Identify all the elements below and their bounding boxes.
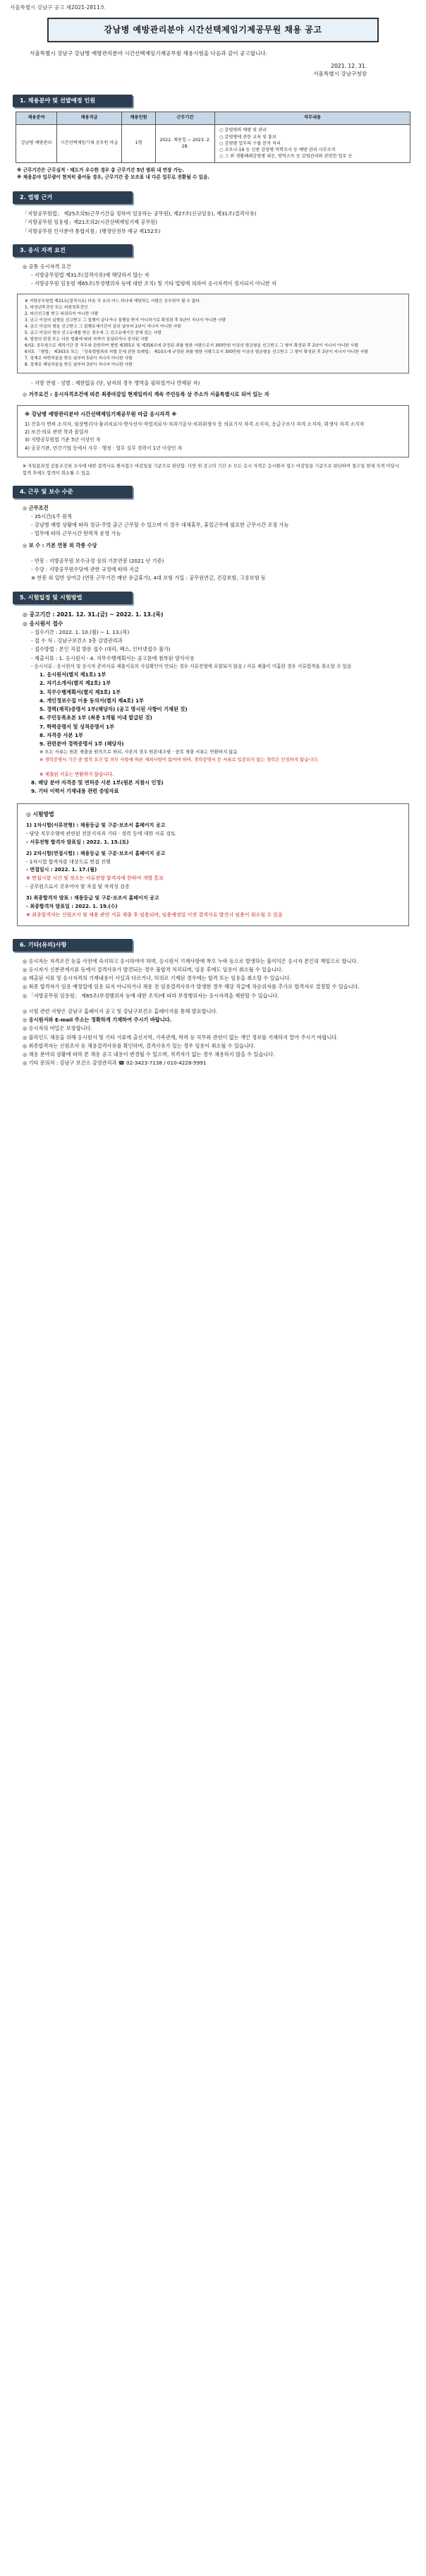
doc-item: 9. 관련분야 경력증명서 1부 (해당자) (39, 741, 124, 748)
duty-item: ○ 감염병에 관한 교육 및 홍보 (219, 134, 276, 140)
section-4-heading: 4. 근무 및 보수 수준 (13, 486, 133, 498)
pay-title: ◎ 보 수 : 기본 연봉 외 각종 수당 (23, 541, 97, 549)
work-item: - 업무에 따라 근무시간 탄력적 운영 가능 (31, 530, 121, 537)
work-item: - 강남병 예방 상황에 따라 정규·주말 출근 근무할 수 있으며 이 경우 대체휴무, 휴일근무에 필요한 근무시간 조정 가능 (31, 522, 289, 529)
doc-item: 2. 자기소개서(별지 제2호) 1부 (39, 680, 111, 687)
dis-item: 3. 금고 이상의 실형을 선고받고 그 집행이 끝나거나 집행을 받지 아니하기로 확정된 후 5년이 지나지 아니한 사람 (25, 318, 226, 323)
qual-item: - 지방공무원법 제31조(결격사유)에 해당하지 않는 자 (31, 271, 150, 278)
work-condition-title: ◎ 근무조건 (23, 504, 49, 511)
etc-item: ◎ 응시자의 비밀은 보장합니다. (23, 1025, 92, 1032)
etc-block (10, 956, 416, 1070)
docs-red-note: ※ 경력증명서 기간 중 법적 요건 및 의무 사항에 따른 제외사항이 없어야 하며, 경력증명서 등 서류로 입증되지 않는 경력은 인정하지 않습니다. (39, 757, 319, 763)
position-table (16, 112, 410, 162)
etc-item: ◎ 응시자가 신분관계서류 등에서 결격사유가 발견되는 경우 불합격 처리되며, 임용 후에도 임용이 취소될 수 있습니다. (23, 966, 284, 973)
application-note: - 응시서류 : 응시원서 및 응시자 준비서류 제출서류의 사실확인이 안되는 경우 서류전형에 포함되지 않음 / 서류 제출이 미흡한 경우 서류합격을 취소할 수 있음 (31, 663, 352, 669)
section-1-heading: 1. 채용분야 및 선발예정 인원 (13, 95, 133, 107)
contact-info: ◎ 기타 문의처 : 강남구 보건소 감염관리과 ☎ 02-3423-7138 / 010-4228-5991 (23, 1060, 207, 1067)
issuer-name: 서울특별시 강남구청장 (313, 71, 367, 78)
application-item: - 접 수 처 : 강남구보건소 3층 감염관리과 (31, 637, 123, 645)
dis-item: 4. 금고 이상의 형을 선고받고 그 집행유예기간이 끝난 날부터 2년이 지나지 아니한 사람 (25, 325, 181, 330)
count-cell: 1명 (122, 125, 156, 162)
doc-item: 7. 학력증명서 및 성적증명서 1부 (39, 723, 115, 730)
table-notes (10, 163, 416, 184)
dis-item: 6의3. 「형법」 제303조 또는 「성폭력범죄의 처벌 등에 관한 특례법」 제10조에 규정된 죄를 범한 사람으로서 300만원 이상의 벌금형을 선고받고 그 형이 확정된 후 3년이 지나지 아니한 사람 (25, 350, 368, 355)
bottom-note: 9. 기타 이력서 기재내용 관련 증빙자료 (31, 788, 119, 795)
duty-item: ○ 코로나-19 등 신종 감염병 역학조사 등 예방 관리 사무조치 (219, 148, 336, 153)
qualification-note: ※ 자일용과정 공통조건외 조사에 대한 결격사유 원서접수 마감일을 기준으로 판단함. 다만 위 공고의 기간 소 모든 응시 자격은 응시원서 접수 마감일을 기준으로 판단하며 접수일 현재 자격 미달시 합격 후에도 합격이 취소될 수 있음. (23, 463, 399, 476)
docs-note: ※ 모든 서류는 원본 제출을 원칙으로 하되, 사본의 경우 원본대조필 · 중복 제출 서류는 반환하지 않음 (39, 749, 238, 755)
application-item: - 접수기간 : 2022. 1. 10.(월) ~ 1. 13.(목) (31, 629, 130, 635)
etc-item: ◎ 블라인드 채용을 위해 응시원서 및 기타 서류에 출신지역, 가족관계, 학력 등 직무와 관련이 없는 개인 정보를 기재하지 말아 주시기 바랍니다. (23, 1034, 339, 1041)
law-item: 「지방공무원 임용령」제21조의2(시간선택제임기제 공무원) (23, 219, 158, 226)
field-cell: 강남병 예방관리 (16, 125, 57, 162)
etc-item: ◎ 채용 분야의 상황에 따라 본 채용 공고 내용이 변경될 수 있으며, 적격자가 없는 경우 채용하지 않을 수 있습니다. (23, 1050, 275, 1058)
section-6-heading: 6. 기타(유의)사항 (13, 939, 133, 952)
table-header: 채용직급 (57, 112, 122, 125)
duty-item: ○ 감염병 업무의 수립 분석 처리 (219, 140, 281, 146)
notice-page (0, 0, 426, 1083)
step-line: - 서류전형 합격자 발표일 : 2022. 1. 15.(토) (26, 839, 129, 845)
application-item: - 접수방법 : 본인 직접 방문 접수 (대리, 팩스, 인터넷접수 불가) (31, 646, 171, 653)
law-item: 「지방공무원법」 제25조의5(근무기간을 정하여 임용하는 공무원), 제27조(신규임용), 제31조(결격사유) (23, 210, 257, 217)
table-note: ※ 근무기간은 근무실적 · 태도가 우수한 경우 총 근무기간 5년 범위 내 연장 가능. (17, 167, 184, 173)
work-item: - 35시간/1주 원칙 (31, 513, 73, 520)
grade-cell: 시간선택제임기제 공무원 마급 (57, 125, 122, 162)
doc-item: 6. 주민등록초본 1부 (최종 1개월 이내 발급된 것) (39, 714, 152, 721)
dis-item: 6의2. 공무원으로 재직기간 중 직무와 관련하여 형법 제355조 및 제356조에 규정된 죄를 범한 사람으로서 300만원 이상의 벌금형을 선고받고 그 형이 확정된 후 2년이 지나지 아니한 사람 (25, 344, 358, 349)
etc-item: ◎ 최종 합격자가 임용 예정일에 임용 되지 아니하거나 채용 전 임용결격사유가 발생한 경우 해당 직급에 차순위자를 추가로 합격자로 결정할 수 있습니다. (23, 983, 360, 990)
step-line: - 공무원으로서 갖추어야 할 자질 및 적격성 검증 (26, 884, 130, 890)
schedule-block (10, 609, 416, 798)
table-header: 채용분야 (16, 112, 57, 125)
title-box (47, 18, 379, 42)
common-qual-title: ◎ 공통 응시자격 요건 (23, 263, 71, 270)
notice-number: 서울특별시 강남구 공고 제2021-2811호 (10, 4, 105, 11)
step-title: 2) 2차시험(면접시험) : 채용등급 및 구분·보조서 홈페이지 공고 (26, 850, 166, 856)
specific-qualification-box (17, 405, 409, 457)
pay-item: ※ 연봉 외 일반 상여금 (연봉 근무기간 매년 유급휴가), 4대 보험 가입 : 공무원연금, 건강보험, 고용보험 등 (31, 575, 266, 582)
notice-date: 2021. 12. 31. (331, 63, 367, 70)
doc-item: 1. 응시원서(별지 제1호) 1부 (39, 671, 107, 678)
application-item: - 제출서류 : 1. 응시원서 - 4. 직무수행계획서는 공고문에 첨부된 양식사용 (31, 654, 195, 661)
doc-item: 8. 자격증 사본 1부 (39, 731, 83, 738)
etc-item: ◎ 제출된 서류 및 응시자격의 기재내용이 사실과 다르거나, 허위로 기재된 경우에는 합격 또는 임용을 취소할 수 있습니다. (23, 975, 291, 982)
table-header: 근무기간 (156, 112, 215, 125)
table-header-row (16, 112, 410, 125)
age-requirement: - 지방 연령 · 성별 : 제한없음 (단, 남자의 경우 병역을 필하였거나 면제된 자) (31, 380, 200, 387)
etc-item: ◎ 「지방공무원 임용령」 제65조(부정행위자 등에 대한 조치)에 따라 부정행위자는 응시자격을 제한할 수 있습니다. (23, 992, 279, 999)
period-cell: 2022. 채용일 ~ 2023. 2. 28. (156, 125, 215, 162)
step-line: - 면접일시 : 2022. 1. 17.(월) (26, 867, 97, 873)
dis-item: 7. 징계로 파면처분을 받은 날부터 5년이 지나지 아니한 사람 (25, 357, 133, 361)
step-line: - 1차시험 합격자를 대상으로 면접 진행 (26, 858, 111, 865)
work-conditions (10, 503, 416, 585)
pay-item: - 수당 : 지방공무원수당에 관한 규정에 따라 지급 (31, 566, 139, 573)
specific-qual-item: 2) 보건·의료 관련 학과 졸업자 (25, 429, 89, 436)
step-title: 1) 1차시험(서류전형) : 채용등급 및 구분·보조서 홈페이지 공고 (26, 822, 166, 828)
dis-item: 5. 금고 이상의 형의 선고유예를 받은 경우에 그 선고유예기간 중에 있는 사람 (25, 331, 162, 336)
dis-item: 2. 파산선고를 받고 복권되지 아니한 사람 (25, 312, 99, 317)
dis-item: 6. 법원의 판결 또는 다른 법률에 따라 자격이 상실되거나 정지된 사람 (25, 337, 149, 342)
specific-qual-item: 3) 지방공무원법 기준 5년 이상인 자 (25, 437, 101, 443)
lead-paragraph: 서울특별시 강남구 강남병 예방관리분야 시간선택제임기제공무원 채용시험을 다음과 같이 공고합니다. (30, 50, 268, 57)
notice-period: ◎ 공고기간 : 2021. 12. 31.(금) ~ 2022. 1. 13.(목) (23, 611, 164, 618)
bottom-note: 8. 배당 분야 자격증 및 면허증 사본 1부(원본 지참시 인정) (31, 779, 164, 786)
table-header: 채용인원 (122, 112, 156, 125)
etc-item: ◎ 최종합격자는 신원조사 등 채용결격사유를 확인하며, 결격사유가 있는 경우 임용이 취소될 수 있습니다. (23, 1042, 255, 1049)
doc-item: 3. 직무수행계획서(별지 제3호) 1부 (39, 688, 121, 695)
specific-qual-item: 4) 공공기관, 민간기업 등에서 사무 · 행정 · 업무 실무 경력이 1년 이상인 자 (25, 445, 183, 451)
step-title: 3) 최종합격자 발표 : 채용등급 및 구분·보조서 홈페이지 공고 (26, 895, 159, 901)
table-header: 직무내용 (215, 112, 410, 125)
residence-requirement: ◎ 거주요건 : 응시자격조건에 따른 최종마감일 현재일까지 계속 주민등록 상 주소가 서울특별시로 되어 있는 자 (23, 391, 269, 398)
section-3-heading: 3. 응시 자격 요건 (13, 244, 133, 257)
duty-item: ○ 감염병의 예방 및 관리 (219, 128, 267, 133)
dis-item: 8. 징계로 해임처분을 받은 날부터 3년이 지나지 아니한 사람 (25, 363, 133, 368)
section-2-heading: 2. 법령 근거 (13, 191, 133, 204)
disqualification-box (17, 294, 409, 373)
etc-item: ◎ 시험 관련 사항은 강남구 홈페이지 공고 및 강남구보건소 홈페이지를 통해 발표합니다. (23, 1007, 218, 1014)
step-line: - 최종합격자 발표일 : 2022. 1. 19.(수) (26, 903, 118, 909)
law-item: 「지방공무원 인사분야 통합지침」(행정안전부 예규 제152호) (23, 227, 161, 234)
exam-method-box (17, 803, 409, 926)
step-line: ※ 최종합격자는 신원조사 및 채용 관련 서류 제출 후 임용되며, 임용예정일 이전 결격사유 발견시 임용이 취소될 수 있음 (26, 911, 283, 918)
qualification-common (10, 261, 416, 290)
etc-item: ◎ 응시원서와 E-mail 주소는 정확하게 기재하여 주시기 바랍니다. (23, 1017, 172, 1024)
etc-item: ◎ 응시자는 자격조건 등을 사전에 숙지하고 응시하여야 하며, 응시원서 기재사항에 착오 누락 등으로 발생하는 불이익은 응시자 본인의 책임으로 합니다. (23, 957, 358, 964)
step-line: - 담당 직무수행에 관련된 전문지식과 기타 · 경력 등에 대한 서류 검토 (26, 830, 176, 837)
doc-item: 5. 경력(재직)증명서 1부(해당자) (공고 명시된 사항이 기재된 것) (39, 706, 188, 713)
dis-item: 1. 피성년후견인 또는 피한정후견인 (25, 306, 88, 311)
doc-item: 4. 개인정보수집 이용 동의서(별지 제4호) 1부 (39, 697, 144, 704)
dis-item: ※ 지방공무원법 제31조(결격사유) 다음 각 호의 어느 하나에 해당하는 사람은 공무원이 될 수 없다. (25, 299, 201, 304)
page-title: 강남병 예방관리분야 시간선택제임기제공무원 채용 공고 (104, 24, 322, 35)
table-row (16, 125, 410, 162)
qualification-extra (10, 378, 416, 400)
law-list (10, 208, 416, 237)
qual-item: - 지방공무원 임용령 제65조(부정행위자 등에 대한 조치) 및 기타 법령에 의하여 응시자격이 정지되지 아니한 자 (31, 280, 276, 287)
specific-qual-item: 1) 간호사 면허 소지자, 임상병리사·물리치료사·방사선사·작업치료사·치과기공사·치과위생사 등 의료기사 자격 소지자, 응급구조사 자격 소지자, 위생사 자격 소지자 (25, 421, 365, 427)
duty-item: ○ 그 외 생활폐쇄감염병 대응, 방역소독 등 감염관리와 관련한 업무 등 (219, 154, 353, 160)
section-5-heading: 5. 시험일정 및 시험방법 (13, 592, 133, 604)
specific-qual-title: ※ 강남병 예방관리분야 시간선택제임기제공무원 마급 응시자격 ※ (25, 410, 177, 417)
bottom-note: ※ 제출된 서류는 반환하지 않습니다. (39, 772, 114, 778)
pay-item: - 연봉 : 지방공무원 보수규정 상의 기본연봉 (2021 년 기준) (31, 557, 164, 564)
method-title: ◎ 시험방법 (26, 810, 54, 817)
application-title: ◎ 응시원서 접수 (23, 620, 63, 627)
table-note: ※ 채용분야 업무량이 현저히 줄어들 경우, 근무기간 중 모조표 내 다른 업무로 전환될 수 있음. (17, 174, 209, 180)
step-line: ※ 면접시험 시간 및 장소는 서류전형 합격자에 한하여 개별 통보 (26, 875, 164, 882)
duties-cell (215, 125, 410, 162)
